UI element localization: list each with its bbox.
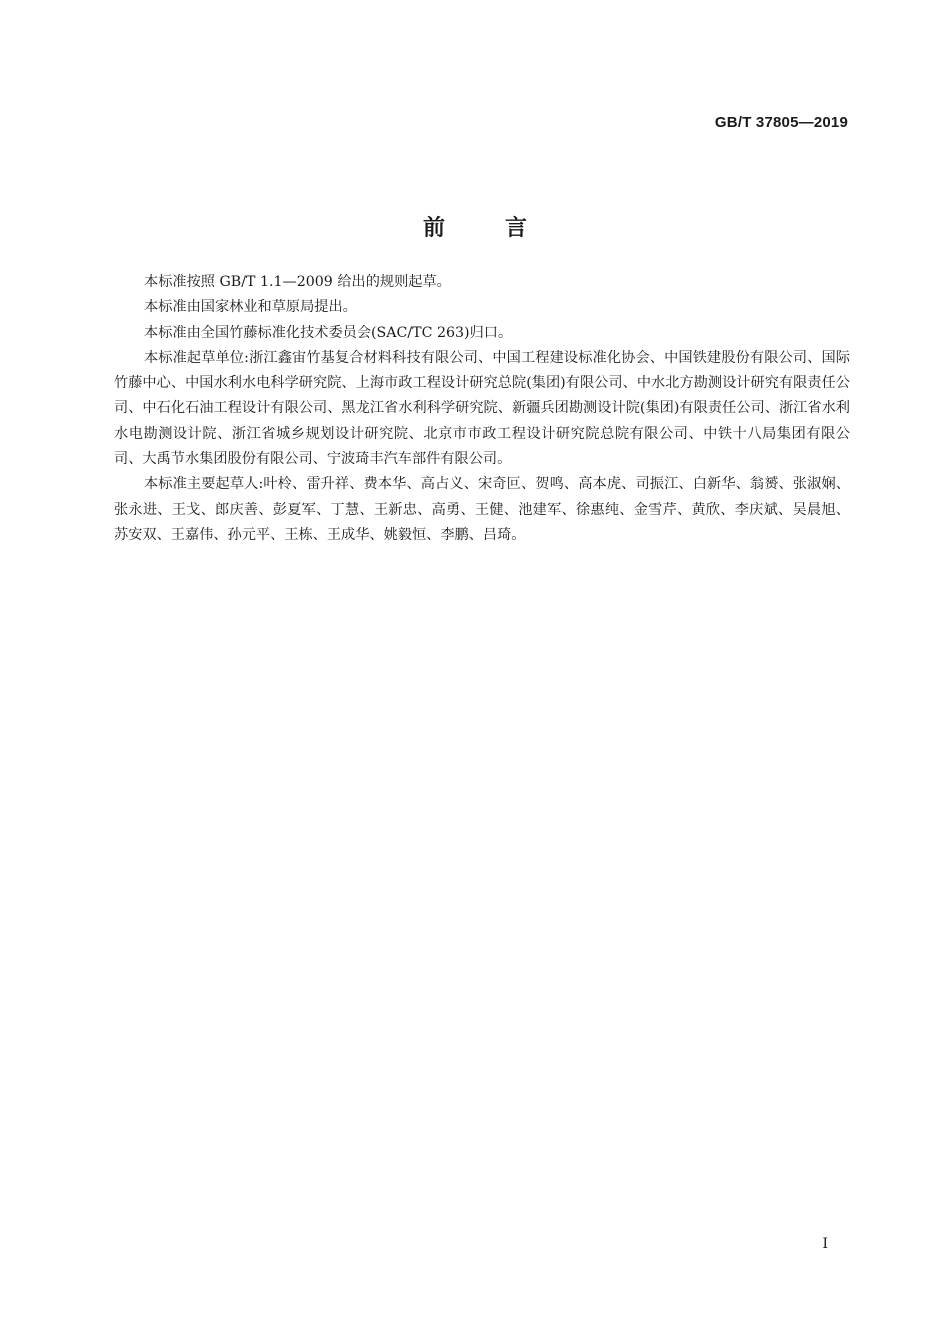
paragraph-proposer: 本标准由国家林业和草原局提出。 <box>144 299 357 316</box>
paragraph-main-drafters: 本标准主要起草人:叶柃、雷升祥、费本华、高占义、宋奇叵、贺鸣、高本虎、司振江、白新华、翁赟、张淑娴、张永进、王戈、郎庆善、彭夏军、丁慧、王新忠、高勇、王健、池建军、徐惠纯、金雪芹、黄欣、李庆斌、吴晨旭、苏安双、王嘉伟、孙元平、王栋、王成华、姚毅恒、李鹏、吕琦。 <box>114 476 850 543</box>
paragraph-drafting-rules: 本标准按照 GB/T 1.1—2009 给出的规则起草。 <box>144 274 451 290</box>
foreword-body <box>114 270 850 548</box>
page-title: 前言 <box>422 215 587 241</box>
standard-code: GB/T 37805—2019 <box>714 114 848 131</box>
paragraph-technical-committee: 本标准由全国竹藤标准化技术委员会(SAC/TC 263)归口。 <box>144 324 513 341</box>
page-number: I <box>822 1236 828 1252</box>
paragraph-drafting-units: 本标准起草单位:浙江鑫宙竹基复合材料科技有限公司、中国工程建设标准化协会、中国铁建股份有限公司、国际竹藤中心、中国水利水电科学研究院、上海市政工程设计研究总院(集团)有限公司、中水北方勘测设计研究有限责任公司、中石化石油工程设计有限公司、黑龙江省水利科学研究院、新疆兵团勘测设计院(集团)有限责任公司、浙江省水利水电勘测设计院、浙江省城乡规划设计研究院、北京市市政工程设计研究院总院有限公司、中铁十八局集团有限公司、大禹节水集团股份有限公司、宁波琦丰汽车部件有限公司。 <box>114 349 850 468</box>
